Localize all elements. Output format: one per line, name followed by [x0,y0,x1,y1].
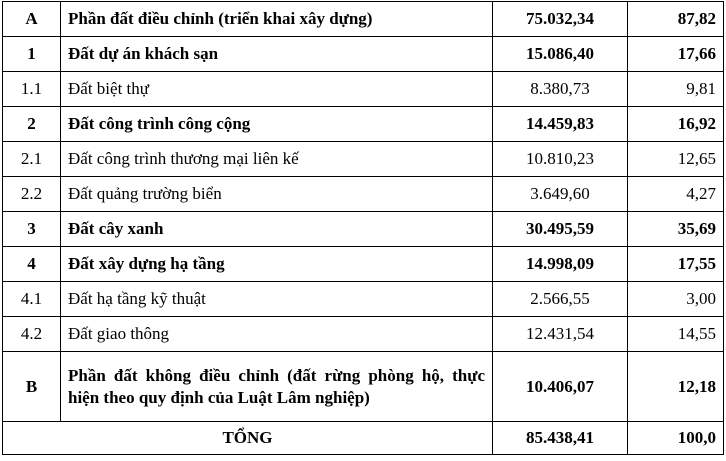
row-name: Đất công trình công cộng [61,107,493,142]
table-row [3,177,724,212]
table-row [3,2,724,37]
table-row [3,72,724,107]
table-row [3,142,724,177]
row-percent: 16,92 [628,107,724,142]
total-row [3,422,724,455]
row-area: 12.431,54 [493,317,628,352]
row-area: 30.495,59 [493,212,628,247]
row-percent: 17,66 [628,37,724,72]
row-percent: 9,81 [628,72,724,107]
row-area: 14.998,09 [493,247,628,282]
row-area: 75.032,34 [493,2,628,37]
row-name: Đất cây xanh [61,212,493,247]
row-code: 1 [3,37,61,72]
table-row [3,282,724,317]
row-name: Đất dự án khách sạn [61,37,493,72]
row-area: 2.566,55 [493,282,628,317]
table-row [3,37,724,72]
table-row [3,352,724,422]
table-row [3,212,724,247]
row-area: 10.406,07 [493,352,628,422]
row-area: 8.380,73 [493,72,628,107]
row-percent: 17,55 [628,247,724,282]
row-code: 4 [3,247,61,282]
row-code: 2 [3,107,61,142]
row-name: Phần đất không điều chỉnh (đất rừng phòng hộ, thực hiện theo quy định của Luật Lâm nghiệp) [61,352,493,422]
table-row [3,247,724,282]
row-code: 4.1 [3,282,61,317]
total-area: 85.438,41 [493,422,628,455]
row-code: 4.2 [3,317,61,352]
row-code: 2.2 [3,177,61,212]
row-area: 14.459,83 [493,107,628,142]
row-area: 3.649,60 [493,177,628,212]
row-name: Đất xây dựng hạ tầng [61,247,493,282]
row-area: 10.810,23 [493,142,628,177]
row-name: Đất công trình thương mại liên kế [61,142,493,177]
row-name: Đất giao thông [61,317,493,352]
row-name: Phần đất điều chỉnh (triển khai xây dựng) [61,2,493,37]
row-percent: 12,18 [628,352,724,422]
row-percent: 12,65 [628,142,724,177]
row-code: 3 [3,212,61,247]
row-name: Đất biệt thự [61,72,493,107]
row-percent: 14,55 [628,317,724,352]
row-percent: 3,00 [628,282,724,317]
row-percent: 87,82 [628,2,724,37]
total-label: TỔNG [3,422,493,455]
total-percent: 100,0 [628,422,724,455]
row-percent: 4,27 [628,177,724,212]
row-code: 2.1 [3,142,61,177]
row-area: 15.086,40 [493,37,628,72]
row-code: B [3,352,61,422]
row-name: Đất quảng trường biển [61,177,493,212]
land-use-table [2,1,724,455]
row-percent: 35,69 [628,212,724,247]
table-row [3,317,724,352]
table-row [3,107,724,142]
row-name: Đất hạ tầng kỹ thuật [61,282,493,317]
row-code: 1.1 [3,72,61,107]
row-code: A [3,2,61,37]
